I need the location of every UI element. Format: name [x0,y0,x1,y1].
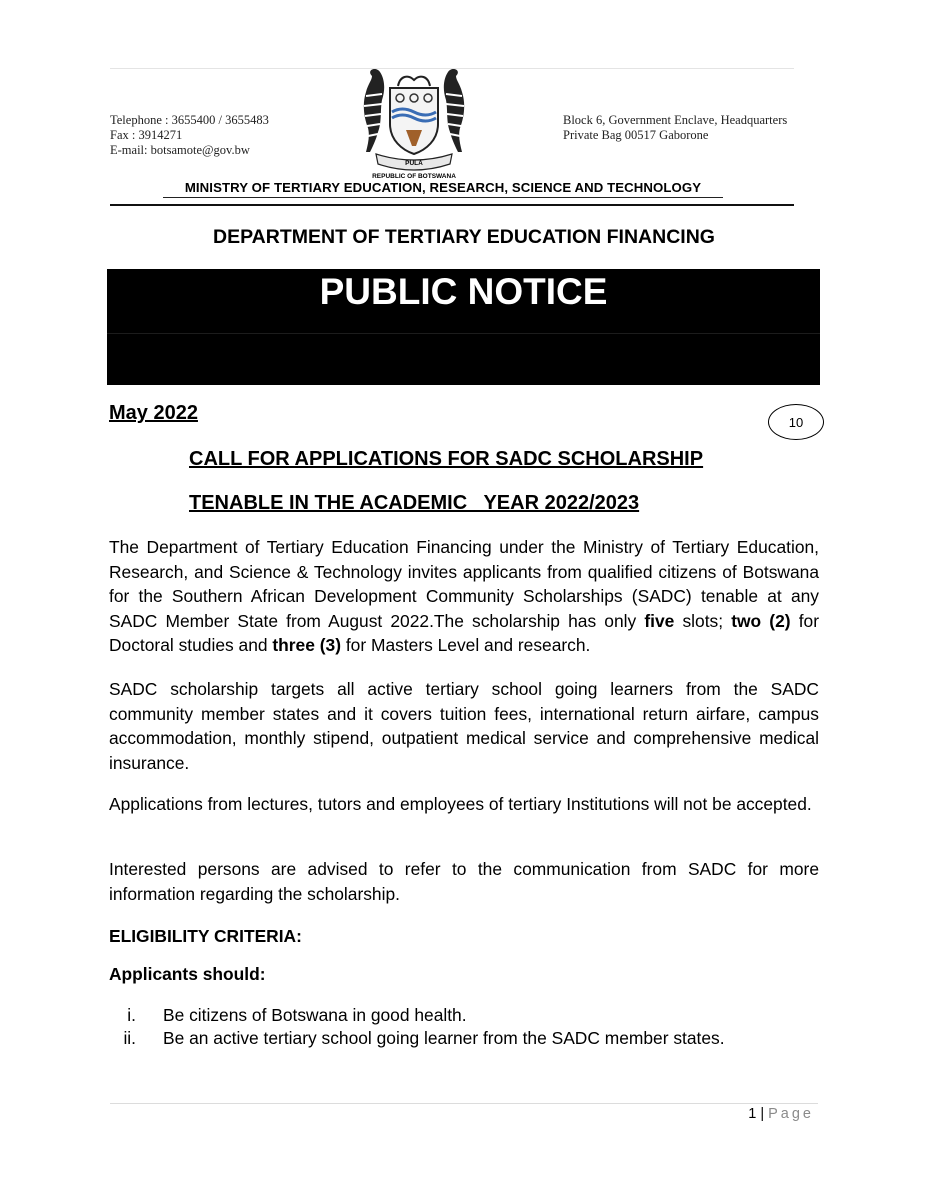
email-text: E-mail: botsamote@gov.bw [110,143,250,157]
page-label: Page [768,1106,814,1122]
heading-line-1: CALL FOR APPLICATIONS FOR SADC SCHOLARSHIP [189,448,704,470]
eligibility-heading: ELIGIBILITY CRITERIA: [109,926,302,946]
criteria-2-text: Be an active tertiary school going learner from the SADC member states. [163,1028,725,1048]
banner-title: PUBLIC NOTICE [319,271,608,312]
letterhead-bottom-rule [110,204,794,206]
criteria-1-text: Be citizens of Botswana in good health. [163,1005,467,1025]
paragraph-2: SADC scholarship targets all active tertiary school going learners from the SADC community member states and it covers tuition fees, international return airfare, campus accommodation, monthly stipend, outpatient medical service and comprehensive medical insurance. [109,679,819,773]
page-footer [620,1106,814,1122]
page-number: 1 [748,1106,757,1122]
paragraph-1-text-c: for Doctoral studies and [109,610,820,655]
reference-number: 10 [788,414,804,430]
banner-divider [107,333,820,334]
heading-line-2: TENABLE IN THE ACADEMIC YEAR 2022/2023 [189,492,640,514]
paragraph-3: Applications from lectures, tutors and employees of tertiary Institutions will not be accepted. [109,794,812,814]
footer-rule [110,1103,818,1104]
reference-number-oval [768,404,824,440]
coat-motto: PULA [405,160,423,167]
paragraph-1-text-b: slots; [674,610,732,631]
ministry-name: MINISTRY OF TERTIARY EDUCATION, RESEARCH, SCIENCE AND TECHNOLOGY [184,180,702,195]
paragraph-1-bold-three: three (3) [272,635,341,655]
address-block [563,113,787,143]
contact-block [110,113,269,158]
department-title: DEPARTMENT OF TERTIARY EDUCATION FINANCING [213,226,715,248]
criteria-1-number: i. [127,1005,136,1025]
botswana-coat-of-arms-icon [352,66,476,180]
address-line-1: Block 6, Government Enclave, Headquarters [563,113,788,127]
telephone-text: Telephone : 3655400 / 3655483 [110,113,269,127]
criteria-2-number: ii. [123,1028,136,1048]
paragraph-1-text-a: The Department of Tertiary Education Financing under the Ministry of Tertiary Education, Research, and Science & Technology invites applicants from qualified citizens of Botswana for the Southern African Development Community Scholarships (SADC) tenable at any SADC Member State from August 2022.The scholarship has only [109,537,819,631]
paragraph-1-bold-two: two (2) [731,610,791,631]
fax-text: Fax : 3914271 [110,128,183,142]
coat-caption: REPUBLIC OF BOTSWANA [372,173,456,180]
address-line-2: Private Bag 00517 Gaborone [563,128,709,142]
paragraph-1 [109,535,819,658]
paragraph-1-text-d: for Masters Level and research. [341,635,591,655]
paragraph-4: Interested persons are advised to refer to the communication from SADC for more information regarding the scholarship. [109,859,819,904]
page-separator: | [760,1106,765,1122]
notice-date: May 2022 [109,402,198,424]
ministry-underline [163,197,723,198]
paragraph-1-bold-five: five [644,610,675,631]
applicants-heading: Applicants should: [109,964,266,984]
